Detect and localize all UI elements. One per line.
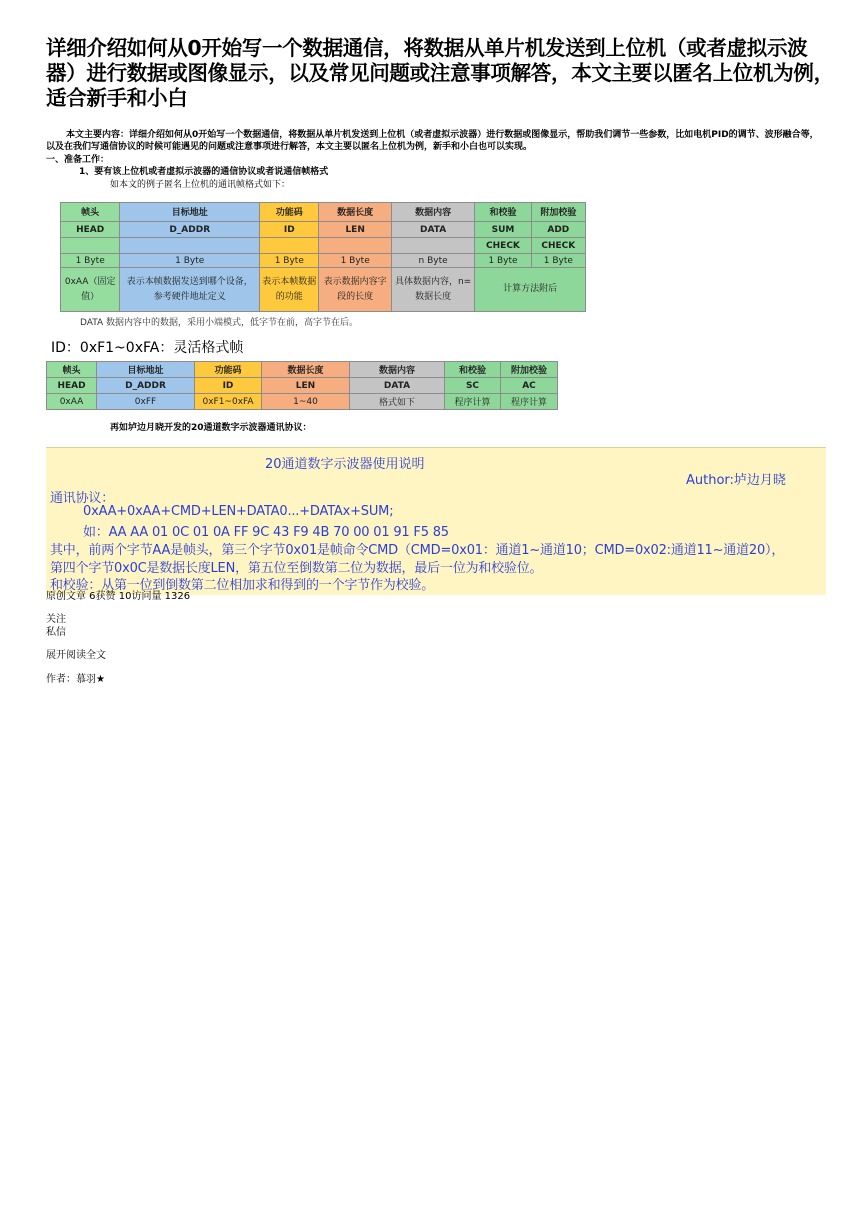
bytes-cell: 1 Byte — [319, 254, 391, 268]
protocol-line: 通讯协议： — [50, 491, 115, 506]
header-len-en: LEN — [319, 222, 391, 238]
bytes-cell: 1 Byte — [120, 254, 260, 268]
desc-cell: 表示本帧数据的功能 — [260, 268, 319, 312]
flex-value: 0xAA — [47, 394, 97, 410]
article-intro: 本文主要内容：详细介绍如何从0开始写一个数据通信，将数据从单片机发送到上位机（或者虚拟示波器）进行数据或图像显示，帮助我们调节一些参数，比如电机PID的调节、波形融合等，以及在我们写通信协议的时候可能遇见的问题或注意事项进行解答，本文主要以匿名上位机为例，新手和小白也可以实现。 — [46, 130, 819, 152]
flex-header-en: AC — [501, 378, 558, 394]
flex-header-en: LEN — [262, 378, 350, 394]
header-len: 数据长度 — [319, 203, 391, 222]
bytes-cell: 1 Byte — [531, 254, 585, 268]
flex-header-en: D_ADDR — [97, 378, 195, 394]
header-head: 帧头 — [61, 203, 120, 222]
protocol-author: Author:垆边月晓 — [686, 473, 786, 488]
flex-header: 功能码 — [195, 362, 262, 378]
flex-header-en: SC — [445, 378, 501, 394]
protocol-line: 和校验：从第一位到倒数第二位相加求和得到的一个字节作为校验。 — [50, 578, 435, 593]
author-name: 作者：慕羽★ — [46, 674, 105, 685]
protocol-line: 其中，前两个字节AA是帧头，第三个字节0x01是帧命令CMD（CMD=0x01：通道1~通道10；CMD=0x02:通道11~通道20）， — [50, 543, 785, 558]
flexible-frame-label: ID：0xF1~0xFA：灵活格式帧 — [51, 340, 244, 356]
desc-cell: 表示本帧数据发送到哪个设备，参考硬件地址定义 — [120, 268, 260, 312]
flex-value: 程序计算 — [445, 394, 501, 410]
desc-cell: 计算方法附后 — [475, 268, 586, 312]
article-title: 详细介绍如何从0开始写一个数据通信，将数据从单片机发送到上位机（或者虚拟示波器）进行数据或图像显示，以及常见问题或注意事项解答，本文主要以匿名上位机为例，适合新手和小白 — [46, 36, 834, 110]
flex-header: 附加校验 — [501, 362, 558, 378]
list-item-1-sub: 如本文的例子匿名上位机的通讯帧格式如下： — [110, 180, 291, 190]
header-add: 附加校验 — [531, 203, 585, 222]
bytes-cell: 1 Byte — [260, 254, 319, 268]
follow-button[interactable]: 关注 — [46, 614, 66, 625]
list-item-1: 1、要有该上位机或者虚拟示波器的通信协议或者说通信帧格式 — [79, 167, 329, 177]
protocol-line: 第四个字节0x0C是数据长度LEN，第五位至倒数第二位为数据，最后一位为和校验位。 — [50, 561, 543, 576]
section-heading: 一、准备工作： — [46, 155, 110, 165]
header-sum-check: CHECK — [475, 238, 531, 254]
flex-header: 数据内容 — [350, 362, 445, 378]
desc-cell: 具体数据内容，n=数据长度 — [391, 268, 474, 312]
bytes-cell: 1 Byte — [61, 254, 120, 268]
protocol-line: 如：AA AA 01 0C 01 0A FF 9C 43 F9 4B 70 00 01 91 F5 85 — [83, 525, 449, 540]
header-id-en: ID — [260, 222, 319, 238]
header-addr: 目标地址 — [120, 203, 260, 222]
flex-header-en: ID — [195, 378, 262, 394]
header-addr-en: D_ADDR — [120, 222, 260, 238]
author-stats: 原创文章 6获赞 10访问量 1326 — [46, 591, 191, 602]
header-sum-en: SUM — [475, 222, 531, 238]
desc-cell: 表示数据内容字段的长度 — [319, 268, 391, 312]
message-button[interactable]: 私信 — [46, 627, 66, 638]
flex-header: 目标地址 — [97, 362, 195, 378]
header-add-check: CHECK — [531, 238, 585, 254]
bytes-cell: n Byte — [391, 254, 474, 268]
header-add-en: ADD — [531, 222, 585, 238]
flex-header: 和校验 — [445, 362, 501, 378]
flex-value: 格式如下 — [350, 394, 445, 410]
flex-value: 0xFF — [97, 394, 195, 410]
frame-format-table — [60, 202, 586, 312]
flex-header: 帧头 — [47, 362, 97, 378]
flex-value: 0xF1~0xFA — [195, 394, 262, 410]
flexible-frame-table — [46, 361, 558, 410]
flex-header-en: HEAD — [47, 378, 97, 394]
flex-header-en: DATA — [350, 378, 445, 394]
header-head-en: HEAD — [61, 222, 120, 238]
bytes-cell: 1 Byte — [475, 254, 531, 268]
protocol-title: 20通道数字示波器使用说明 — [265, 457, 425, 472]
also-text: 再如垆边月晓开发的20通道数字示波器通讯协议： — [110, 423, 312, 433]
flex-value: 1~40 — [262, 394, 350, 410]
header-sum: 和校验 — [475, 203, 531, 222]
flex-value: 程序计算 — [501, 394, 558, 410]
header-data-en: DATA — [391, 222, 474, 238]
frame-note: DATA 数据内容中的数据，采用小端模式，低字节在前，高字节在后。 — [80, 318, 359, 328]
protocol-image — [46, 447, 826, 595]
header-id: 功能码 — [260, 203, 319, 222]
header-data: 数据内容 — [391, 203, 474, 222]
flex-header: 数据长度 — [262, 362, 350, 378]
expand-full-text-link[interactable]: 展开阅读全文 — [46, 650, 106, 661]
desc-cell: 0xAA（固定值） — [61, 268, 120, 312]
protocol-line: 0xAA+0xAA+CMD+LEN+DATA0...+DATAx+SUM; — [83, 504, 394, 519]
